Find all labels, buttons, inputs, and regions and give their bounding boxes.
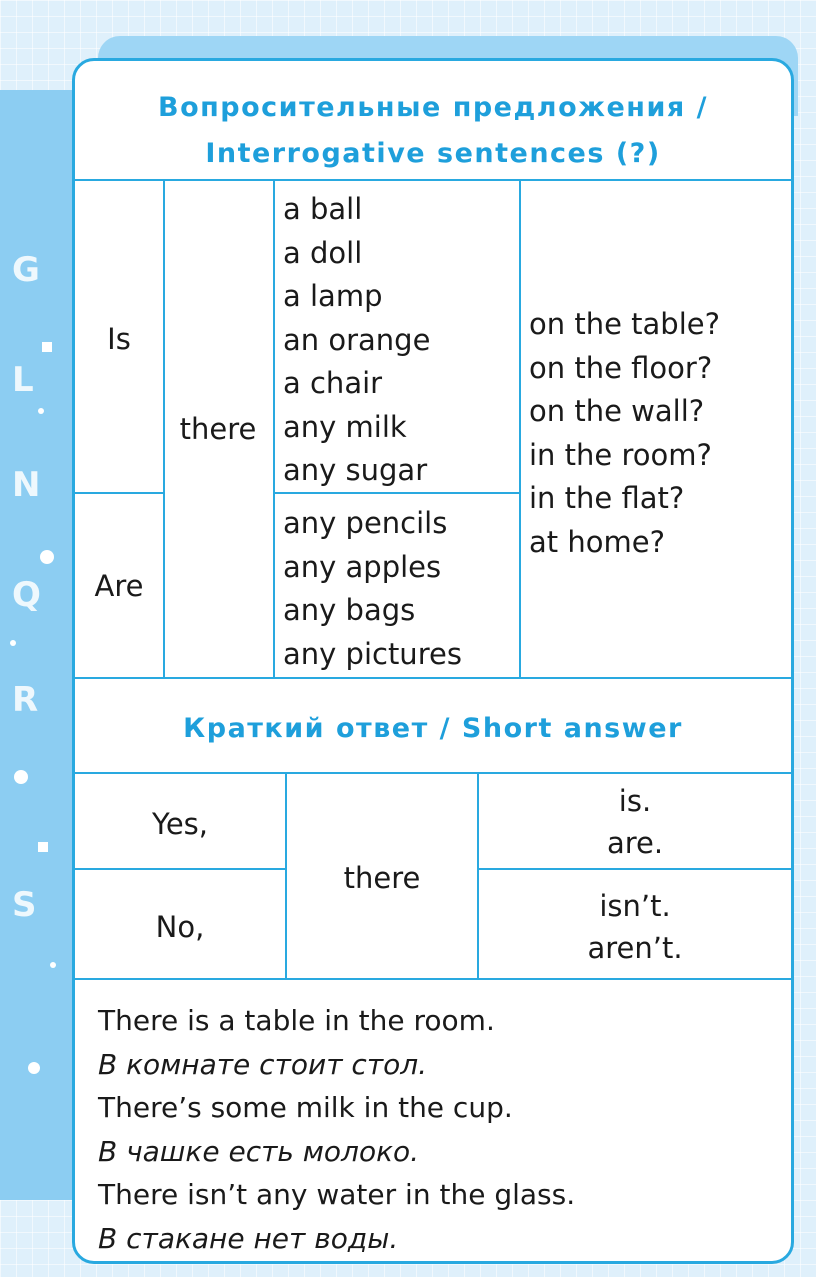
yes-forms: [479, 780, 791, 864]
strip-letter: S: [12, 885, 37, 925]
strip-dot: [28, 1062, 40, 1074]
yes-form: are.: [606, 826, 664, 860]
no-form: isn’t.: [599, 889, 671, 923]
title-en: Interrogative sentences (?): [205, 138, 661, 169]
list-item: in the flat?: [529, 481, 685, 515]
example-sentence: There is a table in the room.: [98, 1004, 495, 1037]
divider: [75, 492, 163, 494]
list-item: any pencils: [283, 506, 448, 540]
places-list: [529, 303, 720, 564]
yes-form: is.: [618, 784, 652, 818]
divider: [273, 179, 275, 679]
divider: [75, 978, 791, 980]
strip-dot: [10, 640, 16, 646]
list-item: a lamp: [283, 279, 383, 313]
example-translation: В стакане нет воды.: [98, 1221, 399, 1255]
strip-letter: Q: [12, 575, 41, 615]
examples-list: [98, 999, 575, 1260]
no-forms: [479, 885, 791, 969]
divider: [519, 179, 521, 679]
list-item: in the room?: [529, 437, 712, 472]
list-item: on the wall?: [529, 394, 705, 428]
example-translation: В комнате стоит стол.: [98, 1047, 428, 1081]
list-item: any sugar: [283, 453, 428, 487]
decorative-letter-strip: [0, 90, 74, 1200]
strip-dot: [38, 408, 44, 414]
divider: [75, 179, 791, 181]
verb-are: Are: [94, 569, 144, 603]
strip-dot: [50, 962, 56, 968]
plural-items-list: [283, 502, 462, 676]
list-item: on the table?: [529, 307, 720, 341]
list-item: a ball: [283, 192, 363, 226]
interrogative-title: [75, 61, 791, 181]
strip-letter: L: [12, 360, 34, 400]
strip-dot: [40, 550, 54, 564]
grammar-card: [72, 58, 794, 1264]
list-item: any pictures: [283, 636, 462, 671]
no-form: aren’t.: [587, 931, 683, 965]
strip-letter: G: [12, 250, 40, 290]
example-sentence: There’s some milk in the cup.: [98, 1091, 513, 1124]
strip-letter: N: [12, 465, 41, 505]
example-translation: В чашке есть молоко.: [98, 1134, 420, 1168]
verb-is: Is: [107, 322, 131, 356]
list-item: any bags: [283, 593, 416, 627]
title-ru: Вопросительные предложения /: [158, 92, 708, 123]
list-item: a doll: [283, 235, 363, 270]
strip-square: [38, 842, 48, 852]
short-answer-title: Краткий ответ / Short answer: [183, 713, 683, 744]
list-item: at home?: [529, 524, 665, 559]
divider: [75, 677, 791, 679]
list-item: any milk: [283, 409, 407, 444]
singular-items-list: [283, 188, 430, 493]
divider: [75, 868, 285, 870]
strip-dot: [14, 770, 28, 784]
word-there: there: [179, 412, 257, 446]
list-item: any apples: [283, 549, 442, 584]
list-item: an orange: [283, 322, 431, 357]
answer-no: No,: [155, 910, 205, 944]
strip-square: [42, 342, 52, 352]
example-sentence: There isn’t any water in the glass.: [98, 1178, 576, 1211]
list-item: on the floor?: [529, 350, 713, 385]
divider: [477, 868, 791, 870]
strip-letter: R: [12, 680, 39, 720]
list-item: a chair: [283, 366, 383, 400]
answer-there: there: [343, 861, 421, 895]
answer-yes: Yes,: [151, 807, 209, 841]
